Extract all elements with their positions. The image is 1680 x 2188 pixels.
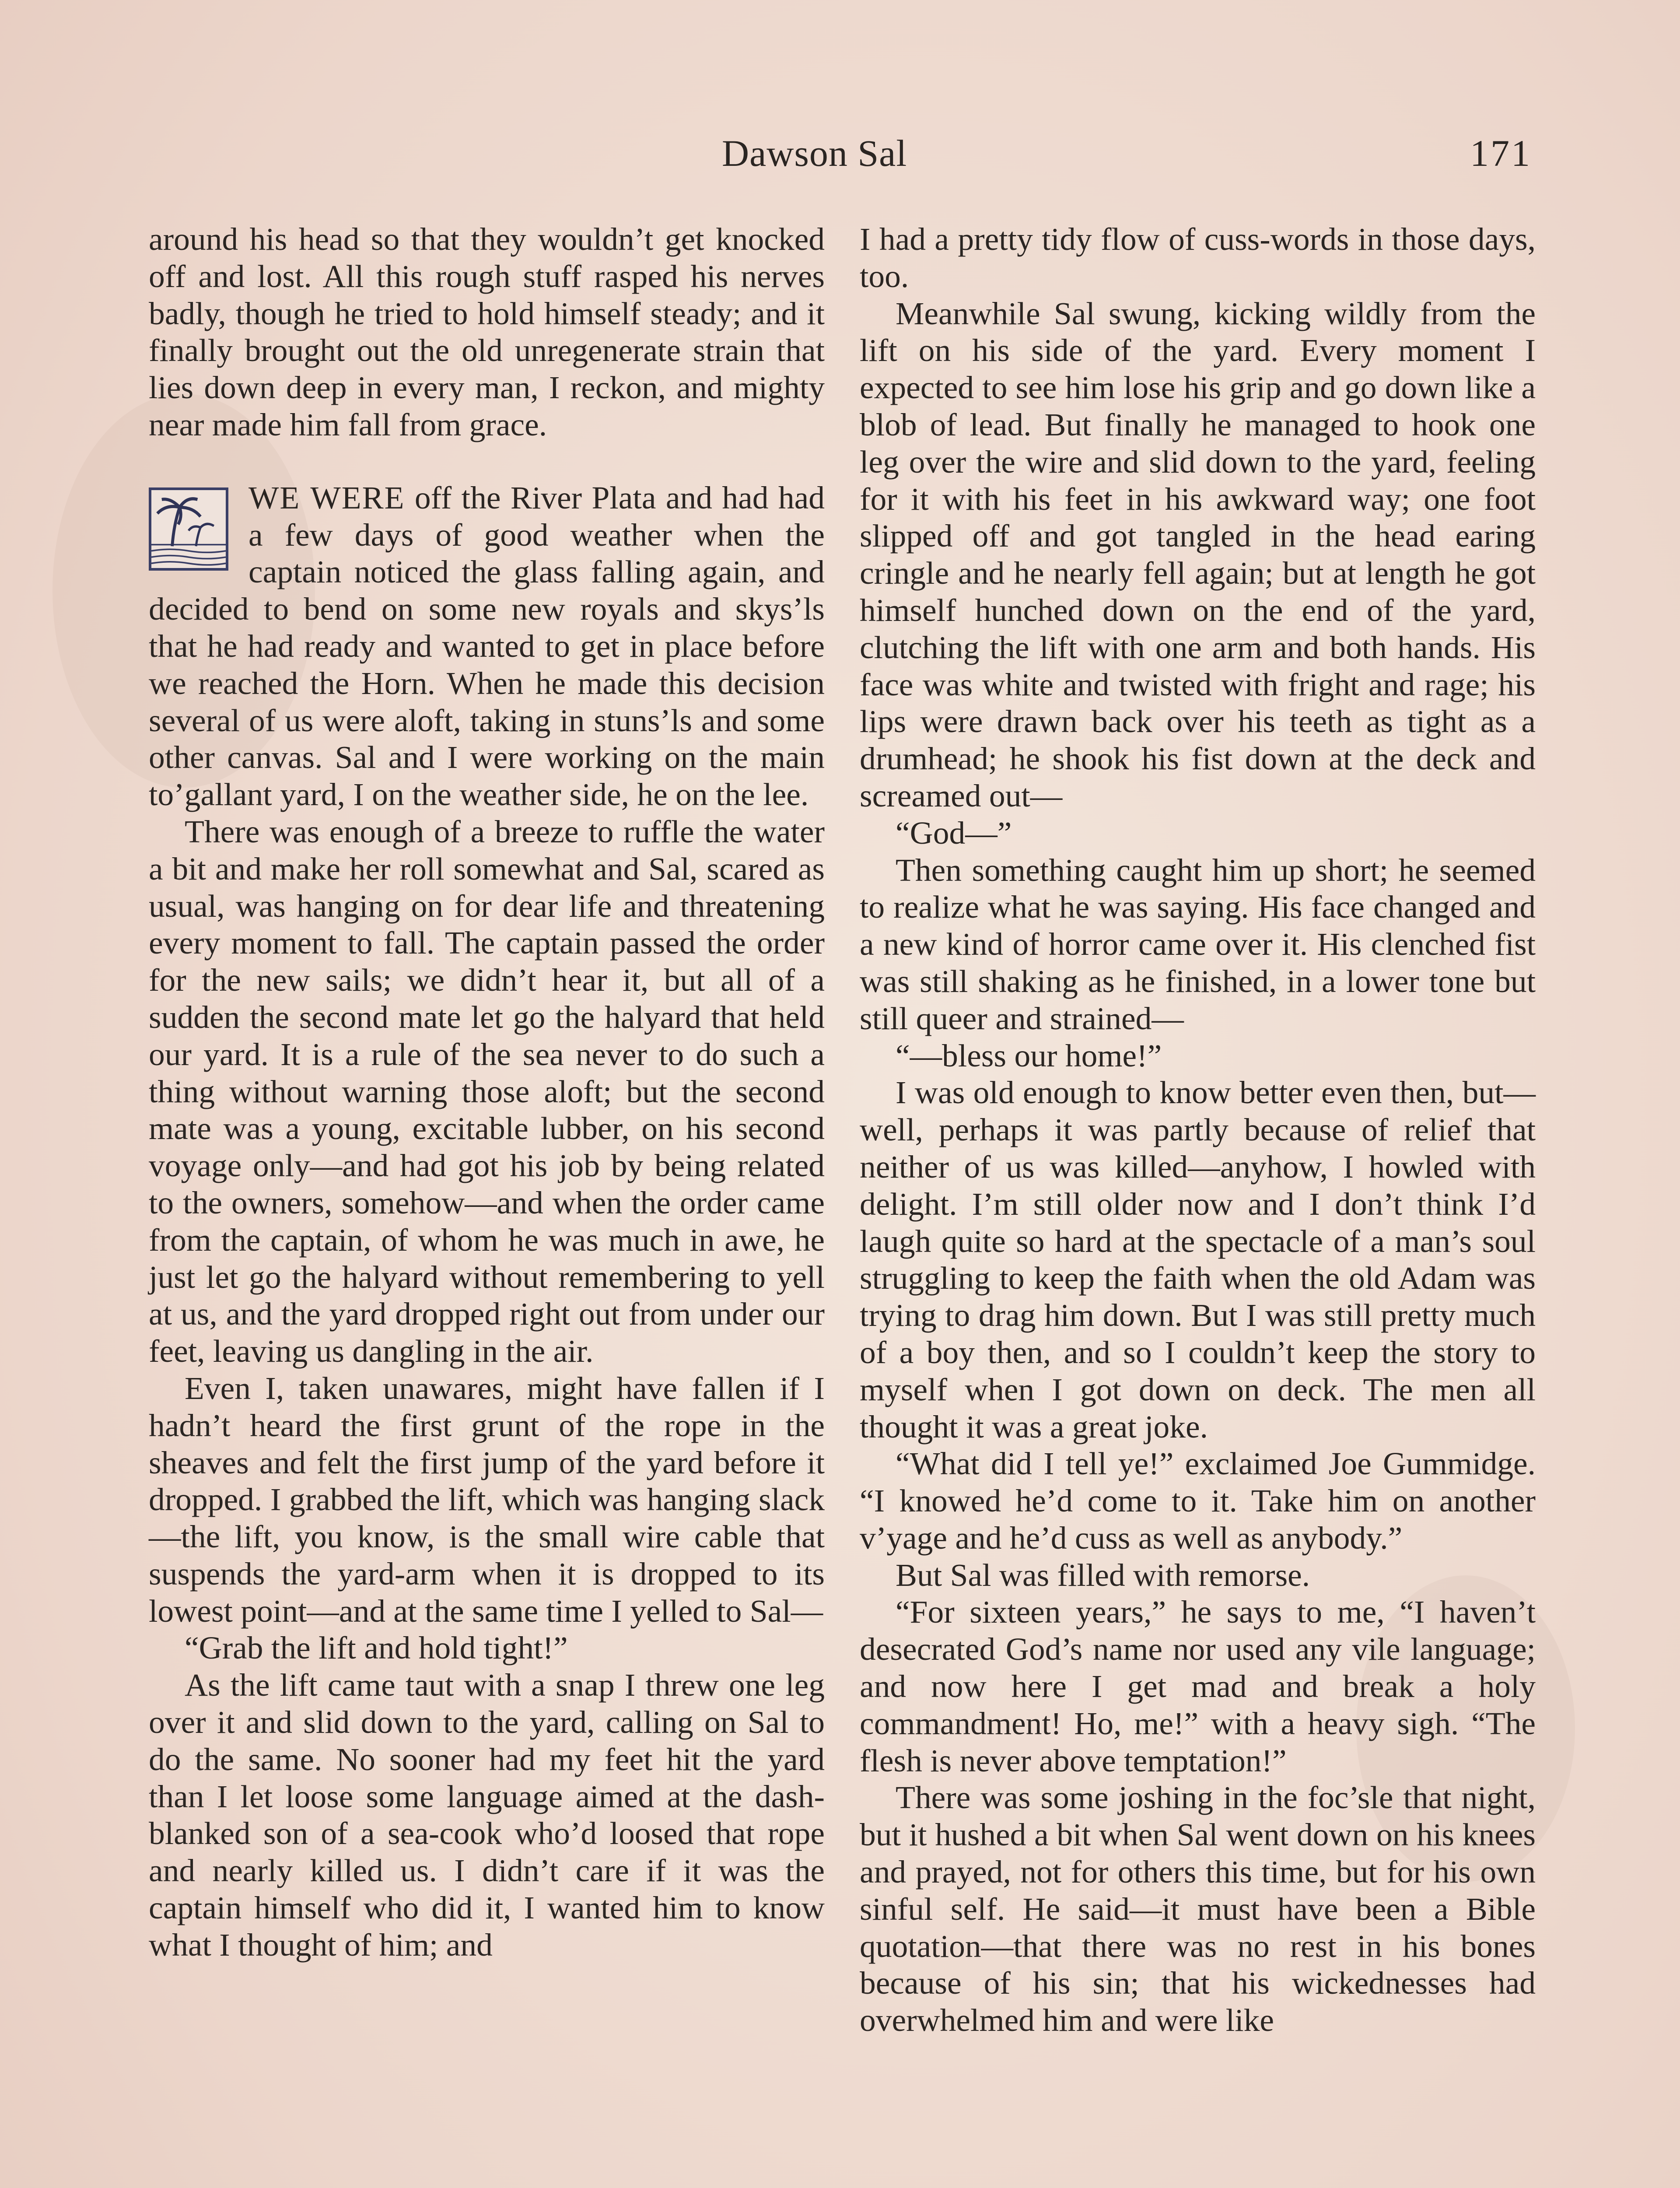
running-title: Dawson Sal <box>722 132 907 174</box>
paragraph: There was some joshing in the foc’sle that night, but it hushed a bit when Sal went down on his knees and prayed, not for others this time, but for his own sinful self. He said—it must have been a Bible quotation—that there was no rest in his bones because of his sin; that his wickednesses had overwhelmed him and were like <box>860 1780 1536 2038</box>
section-lead-rest: off the River Plata and <box>405 480 712 515</box>
paragraph: There was enough of a breeze to ruffle the water a bit and make her roll somewhat and Sal, scared as usual, was hanging on for dear life and threatening every moment to fall. The captain passed the order for the new sails; we didn’t hear it, but all of a sudden the second mate let go the halyard that held our yard. It is a rule of the sea never to do such a thing without warning those aloft; but the second mate was a young, excitable lubber, on his second voyage only—and had got his job by being related to the owners, somehow—and when the order came from the captain, of whom he was much in awe, he just let go the halyard without remembering to yell at us, and the yard dropped right out from under our feet, leaving us dangling in the air. <box>149 813 825 1369</box>
palm-tree-vignette-icon <box>149 487 228 571</box>
paragraph: Even I, taken unawares, might have fallen if I hadn’t heard the first grunt of the rope in the sheaves and felt the first jump of the yard before it dropped. I grabbed the lift, which was hanging slack—the lift, you know, is the small wire cable that suspends the yard-arm when it is dropped to its lowest point—and at the same time I yelled to Sal— <box>149 1370 825 1629</box>
section-lead-words: WE WERE <box>248 480 405 515</box>
left-column <box>149 221 825 1964</box>
dialogue-line: “God—” <box>896 815 1012 851</box>
paragraph: around his head so that they wouldn’t get knocked off and lost. All this rough stuff rasped his nerves badly, though he tried to hold himself steady; and it finally brought out the old unregenerate strain that lies down deep in every man, I reckon, and mighty near made him fall from grace. <box>149 221 825 442</box>
section-opening-paragraph <box>149 480 825 813</box>
dialogue-line: “Grab the lift and hold tight!” <box>185 1630 568 1666</box>
paragraph: Meanwhile Sal swung, kicking wildly from the lift on his side of the yard. Every moment I expected to see him lose his grip and go down like a blob of lead. But finally he managed to hook one leg over the wire and slid down to the yard, feeling for it with his feet in his awkward way; one foot slipped off and got tangled in the head earing cringle and he nearly fell again; but at length he got himself hunched down on the end of the yard, clutching the lift with one arm and both hands. His face was white and twisted with fright and rage; his lips were drawn back over his teeth as tight as a drumhead; he shook his fist down at the deck and screamed out— <box>860 295 1536 813</box>
paragraph-continuation: had had a few days of good weather when the captain noticed the glass falling again, and decided to bend on some new royals and skys’ls that he had ready and wanted to get in place before we reached the Horn. When he made this decision several of us were aloft, taking in stuns’ls and some other canvas. Sal and I were working on the main to’gallant yard, I on the weather side, he on the lee. <box>149 480 825 813</box>
paragraph: “For sixteen years,” he says to me, “I haven’t desecrated God’s name nor used any vile language; and now here I get mad and break a holy commandment! Ho, me!” with a heavy sigh. “The flesh is never above temptation!” <box>860 1594 1536 1778</box>
paragraph: But Sal was filled with remorse. <box>896 1557 1310 1593</box>
dialogue-line: “—bless our home!” <box>896 1038 1162 1073</box>
paragraph: I was old enough to know better even then, but—well, perhaps it was partly because of relief that neither of us was killed—anyhow, I howled with delight. I’m still older now and I don’t think I’d laugh quite so hard at the spectacle of a man’s soul struggling to keep the faith when the old Adam was trying to drag him down. But I was still pretty much of a boy then, and so I couldn’t keep the story to myself when I got down on deck. The men all thought it was a great joke. <box>860 1075 1536 1445</box>
page-number: 171 <box>1470 132 1532 174</box>
paragraph: Then something caught him up short; he seemed to realize what he was saying. His face changed and a new kind of horror came over it. His clenched fist was still shaking as he finished, in a lower tone but still queer and strained— <box>860 852 1536 1036</box>
paragraph: “What did I tell ye!” exclaimed Joe Gummidge. “I knowed he’d come to it. Take him on another v’yage and he’d cuss as well as anybody.” <box>860 1446 1536 1556</box>
paragraph: I had a pretty tidy flow of cuss-words in those days, too. <box>860 221 1536 294</box>
paragraph: As the lift came taut with a snap I threw one leg over it and slid down to the yard, calling on Sal to do the same. No sooner had my feet hit the yard than I let loose some language aimed at the dash-blanked son of a sea-cook who’d loosed that rope and nearly killed us. I didn’t care if it was the captain himself who did it, I wanted him to know what I thought of him; and <box>149 1667 825 1963</box>
right-column <box>860 221 1536 2039</box>
